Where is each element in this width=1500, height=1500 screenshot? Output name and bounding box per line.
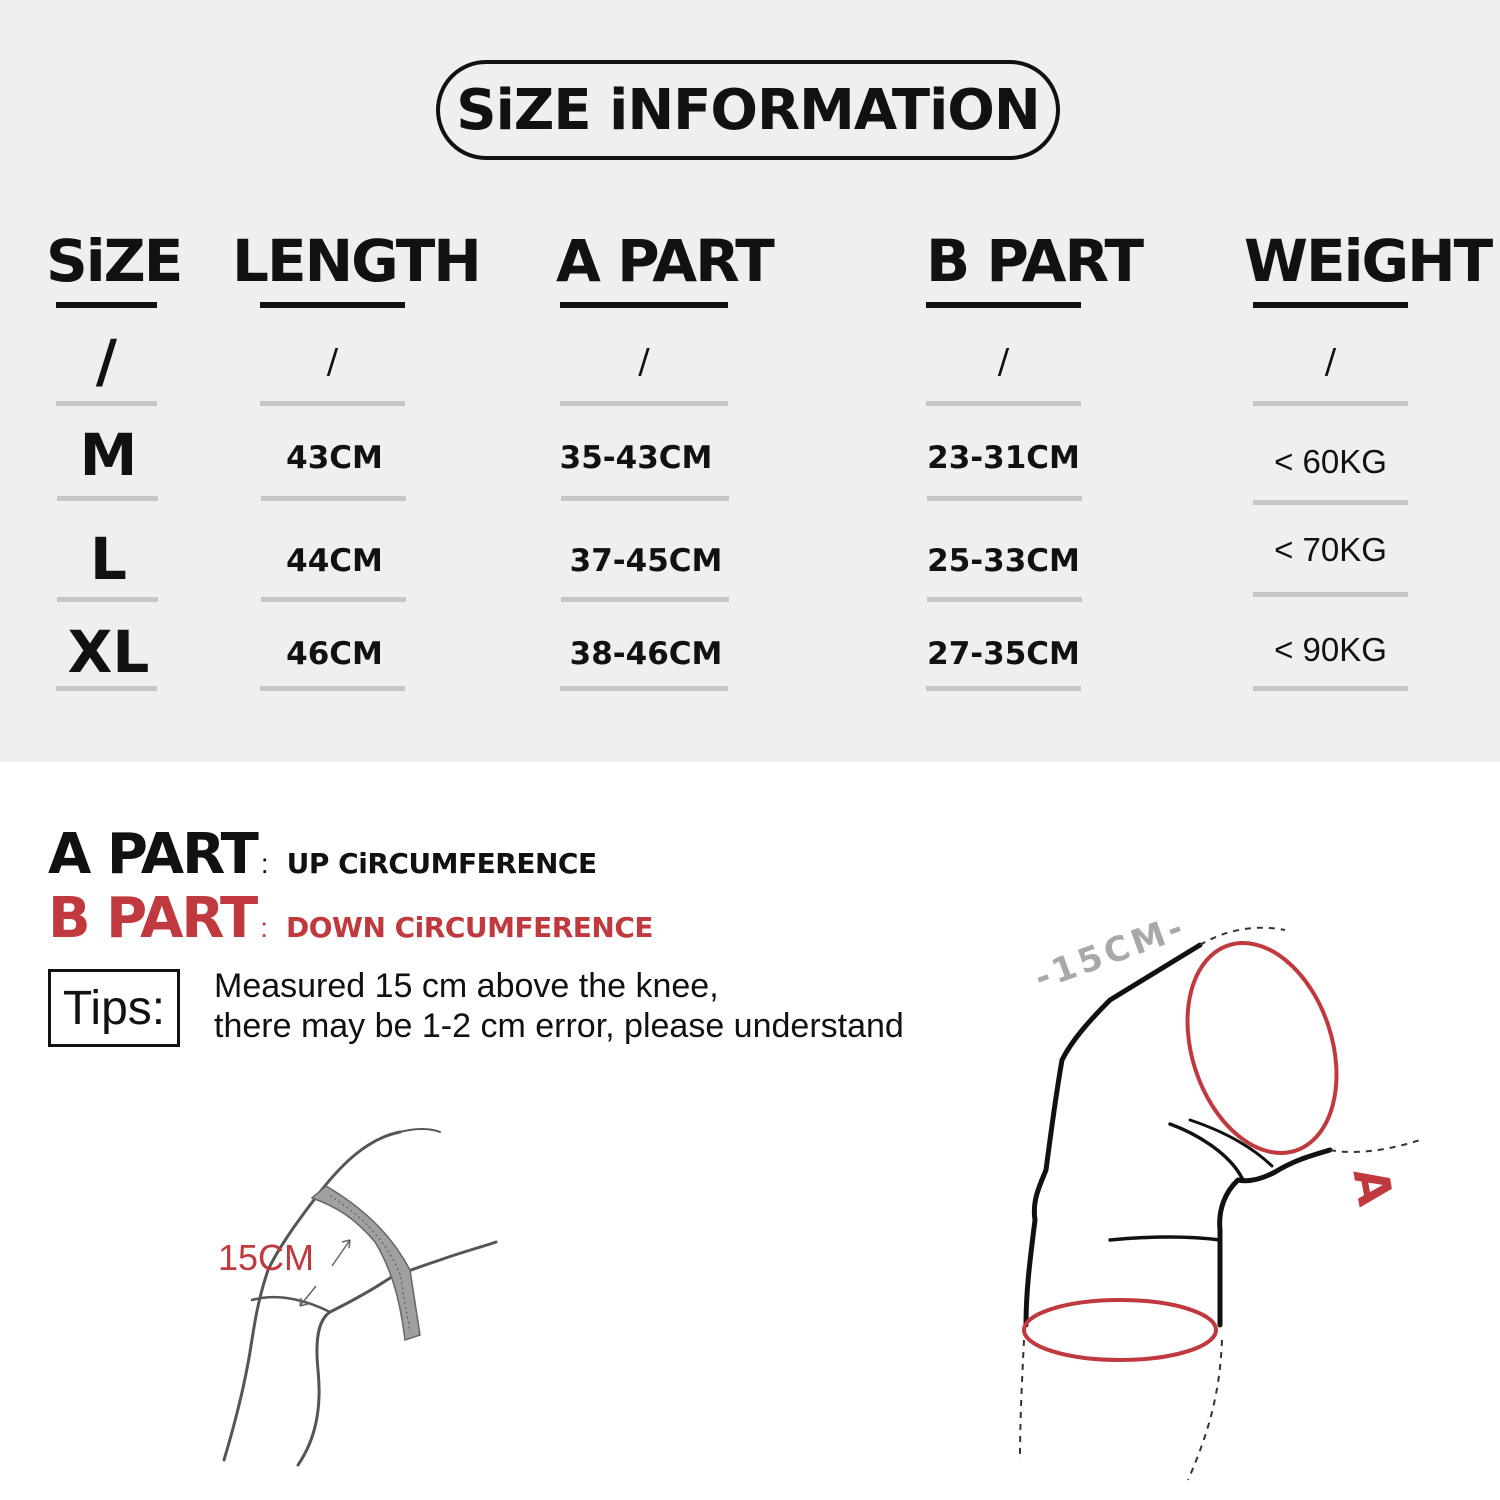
tips-text: [214, 966, 904, 1046]
legend-b-key: B PART: [48, 886, 257, 951]
legend-b-colon: :: [260, 912, 269, 943]
row-divider: [926, 686, 1081, 691]
table-cell-size: XL: [67, 618, 150, 686]
table-cell-weight: /: [1324, 342, 1337, 382]
knee-sleeve-illustration: [1010, 900, 1440, 1490]
table-cell-b-part: 23-31CM: [927, 440, 1080, 476]
table-cell-length: /: [326, 342, 339, 382]
legend-b-desc: DOWN CiRCUMFERENCE: [286, 911, 654, 944]
row-divider: [261, 597, 406, 602]
header-underline: [260, 302, 405, 308]
row-divider: [561, 597, 729, 602]
leg-measure-illustration: [200, 1120, 520, 1480]
header-b-part: B PART: [926, 227, 1143, 295]
legend-a-part: [48, 822, 597, 887]
table-cell-weight: < 90KG: [1274, 631, 1387, 668]
row-divider: [927, 597, 1082, 602]
legend-a-key: A PART: [48, 822, 257, 887]
row-divider: [261, 496, 406, 501]
header-weight: WEiGHT: [1244, 227, 1492, 295]
table-cell-size: L: [90, 525, 127, 593]
row-divider: [560, 686, 728, 691]
header-size: SiZE: [46, 227, 182, 295]
table-cell-b-part: 27-35CM: [927, 636, 1080, 672]
table-cell-length: 43CM: [286, 440, 383, 476]
table-cell-length: 44CM: [286, 543, 383, 579]
row-divider: [1253, 500, 1408, 505]
table-cell-size: M: [79, 421, 138, 489]
tips-line-1: Measured 15 cm above the knee,: [214, 967, 719, 1005]
table-cell-b-part: /: [997, 342, 1010, 382]
row-divider: [260, 401, 405, 406]
row-divider: [57, 597, 158, 602]
row-divider: [926, 401, 1081, 406]
measure-label: 15CM: [218, 1237, 315, 1278]
circumference-a-label: A: [1341, 1163, 1403, 1210]
table-cell-weight: < 70KG: [1274, 531, 1387, 568]
table-cell-b-part: 25-33CM: [927, 543, 1080, 579]
header-underline: [926, 302, 1081, 308]
table-cell-a-part: 35-43CM: [559, 440, 713, 476]
tips-label: Tips:: [62, 981, 166, 1035]
row-divider: [260, 686, 405, 691]
page-title-text: SiZE iNFORMATiON: [456, 77, 1040, 143]
row-divider: [560, 401, 728, 406]
header-length: LENGTH: [232, 227, 480, 295]
legend-a-desc: UP CiRCUMFERENCE: [286, 847, 597, 880]
row-divider: [1253, 686, 1408, 691]
row-divider: [1253, 401, 1408, 406]
row-divider: [927, 496, 1082, 501]
table-cell-a-part: 37-45CM: [569, 543, 723, 579]
table-cell-weight: < 60KG: [1274, 443, 1387, 480]
table-cell-a-part: 38-46CM: [569, 636, 723, 672]
row-divider: [561, 496, 729, 501]
top-measure-label: -15CM-: [1029, 906, 1192, 999]
header-underline: [1253, 302, 1408, 308]
row-divider: [56, 401, 157, 406]
header-underline: [56, 302, 157, 308]
tips-label-box: [48, 969, 180, 1047]
header-underline: [560, 302, 728, 308]
legend-a-colon: :: [260, 848, 269, 879]
measuring-tape: [312, 1186, 420, 1340]
row-divider: [57, 496, 158, 501]
page-title: [436, 60, 1060, 160]
row-divider: [1253, 592, 1408, 597]
table-cell-size: /: [95, 327, 118, 395]
header-a-part: A PART: [556, 227, 773, 295]
row-divider: [56, 686, 157, 691]
legend-b-part: [48, 886, 653, 951]
table-cell-a-part: /: [638, 342, 650, 382]
table-cell-length: 46CM: [286, 636, 383, 672]
tips-line-2: there may be 1-2 cm error, please understand: [214, 1007, 904, 1045]
